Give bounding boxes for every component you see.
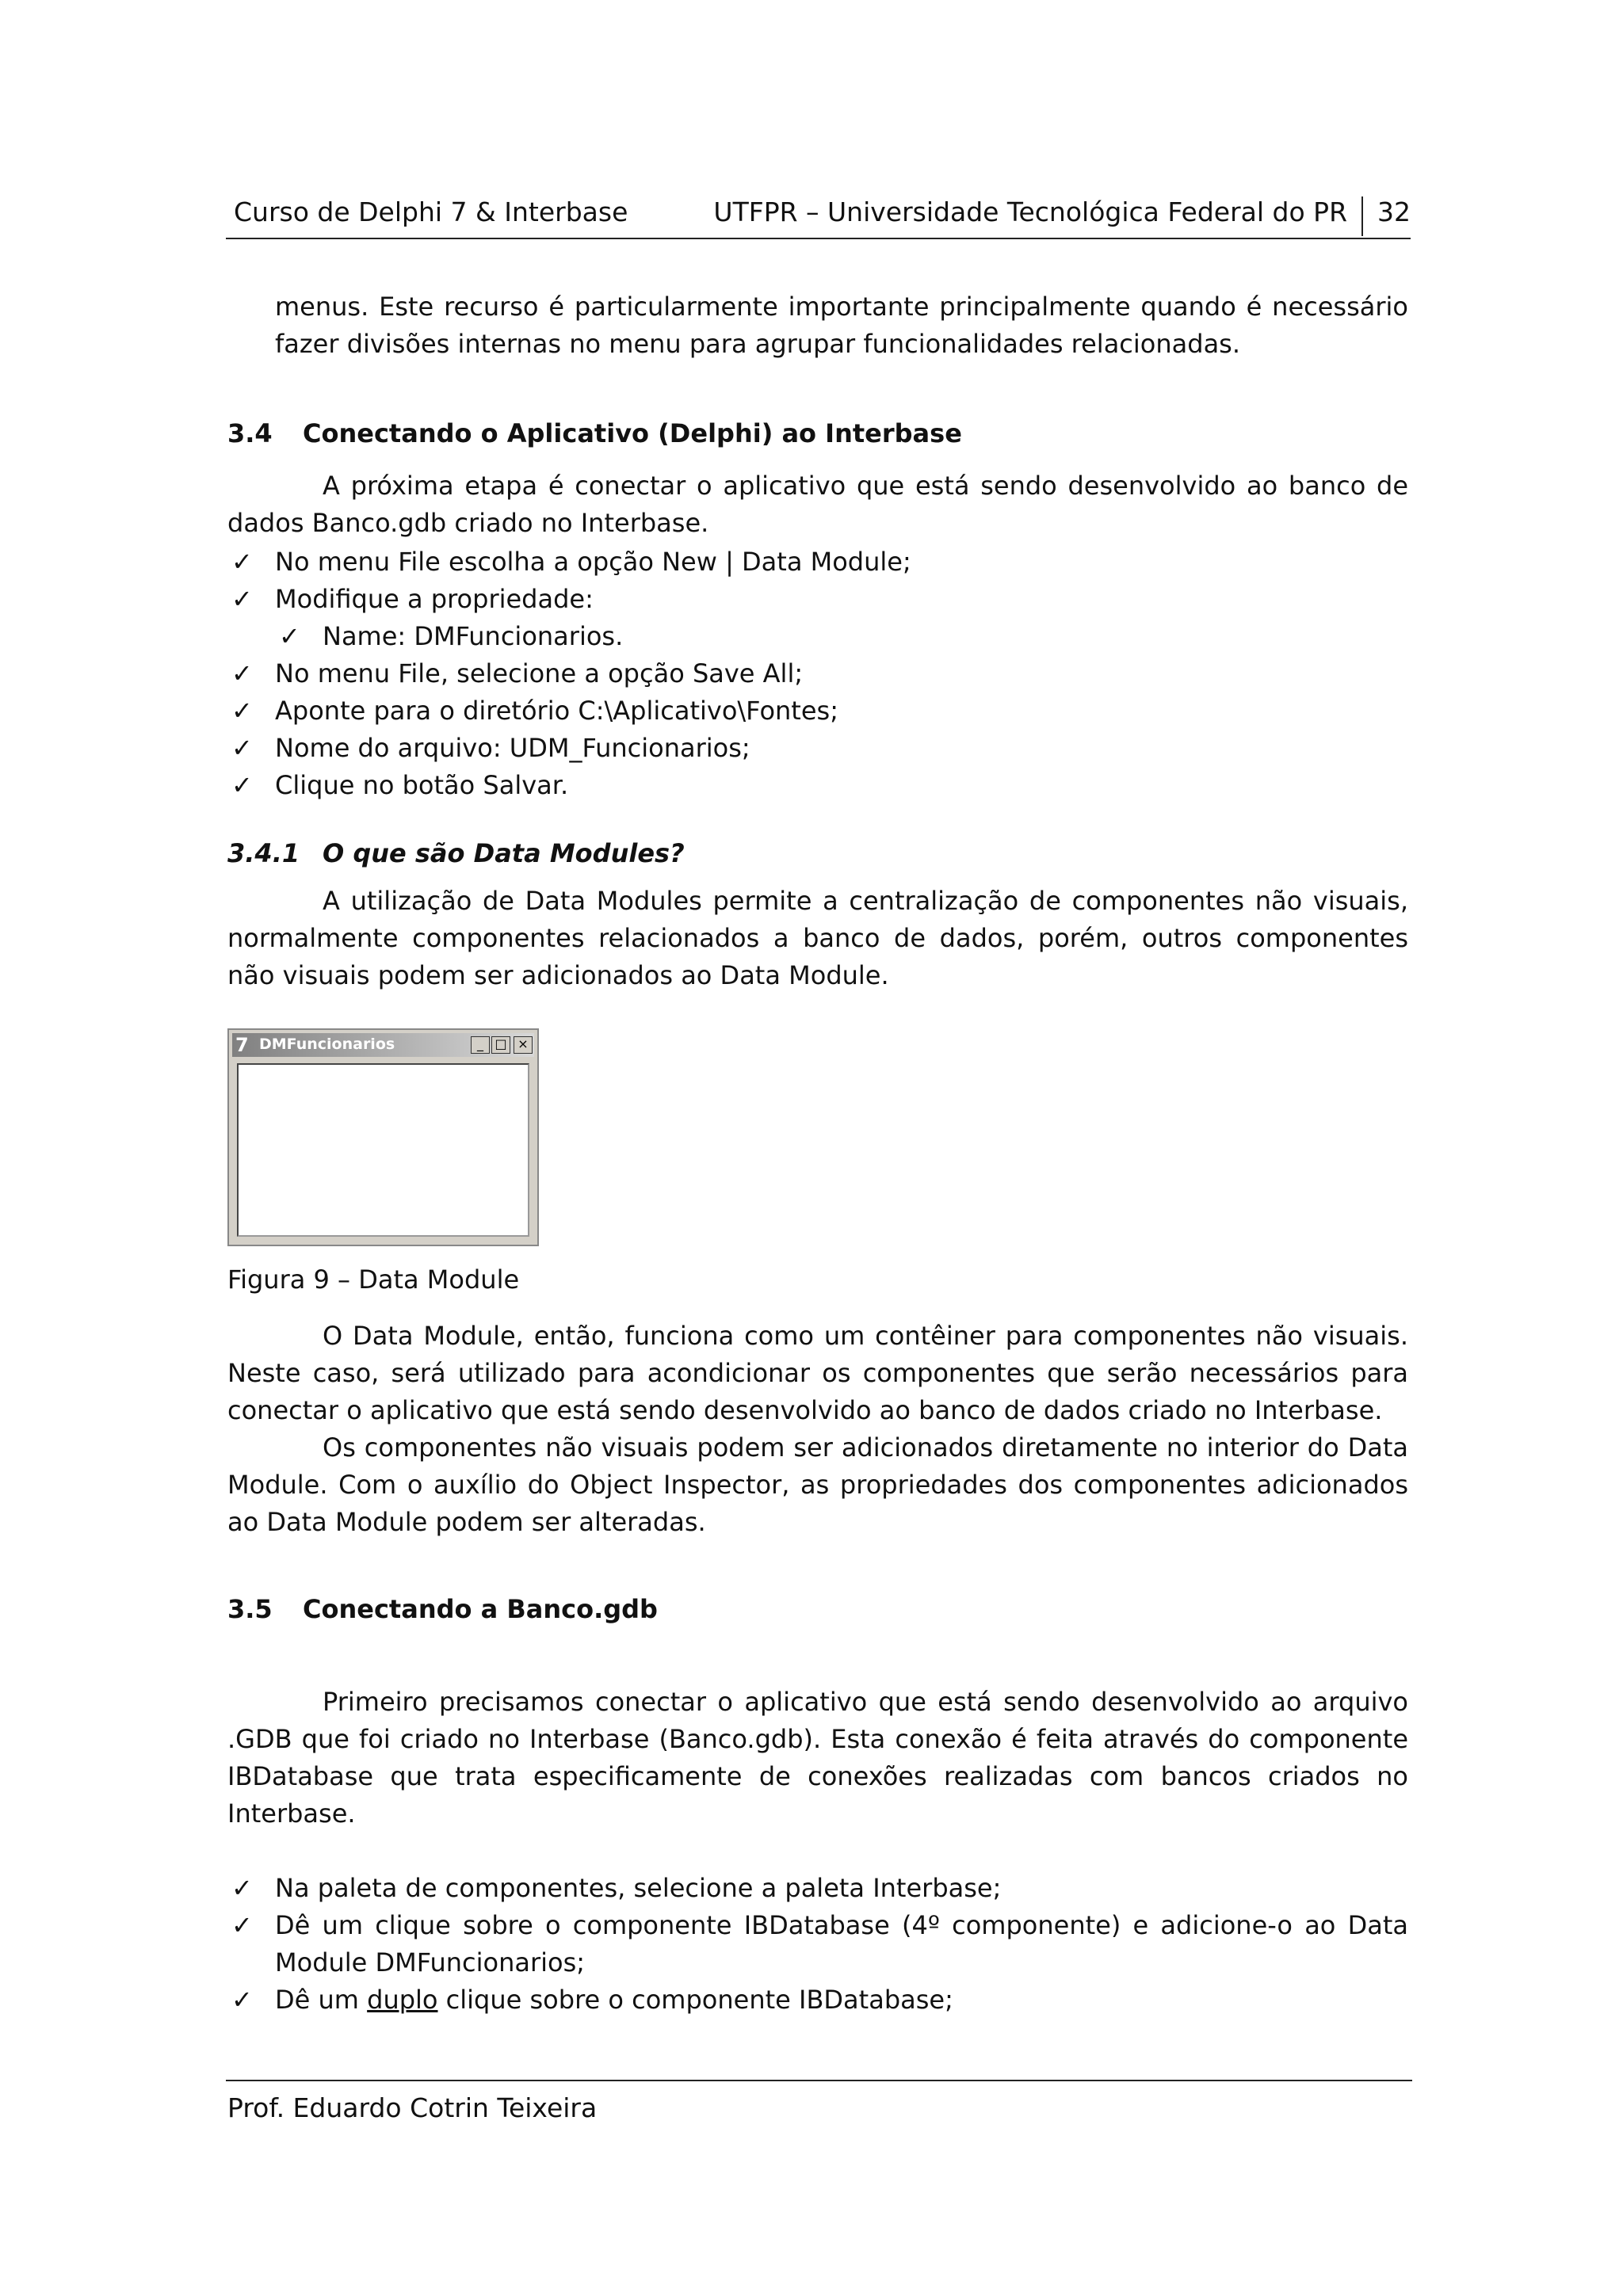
section-3-4-paragraph — [227, 467, 1408, 542]
list-item: ✓ Dê um clique sobre o componente IBDatabase (4º componente) e adicione-o ao Data Module DMFuncionarios; — [227, 1907, 1408, 1981]
minimize-icon: _ — [471, 1036, 490, 1054]
paragraph-text: Os componentes não visuais podem ser adicionados diretamente no interior do Data Module. Com o auxílio do Object Inspector, as propriedades dos componentes adicionados ao Data Module podem ser alteradas. — [227, 1432, 1408, 1537]
section-3-5-paragraph — [227, 1684, 1408, 1833]
section-title: Conectando a Banco.gdb — [303, 1594, 658, 1624]
section-3-4-steps — [227, 543, 1408, 804]
data-module-window-figure — [227, 1028, 539, 1246]
check-icon: ✓ — [231, 658, 253, 688]
page-footer — [226, 2080, 1412, 2123]
page-number: 32 — [1377, 196, 1411, 227]
after-figure-paragraph-2 — [227, 1429, 1408, 1541]
window-client-area — [237, 1063, 529, 1237]
list-item: ✓ Clique no botão Salvar. — [227, 767, 1408, 804]
section-3-4-1-heading — [227, 838, 685, 868]
section-number: 3.4 — [227, 418, 273, 448]
check-icon: ✓ — [231, 1910, 253, 1940]
maximize-icon: □ — [491, 1036, 510, 1054]
close-icon: × — [514, 1036, 533, 1054]
page-header — [226, 196, 1411, 239]
check-icon: ✓ — [279, 621, 300, 651]
delphi-logo-icon: 7 — [235, 1034, 249, 1056]
section-3-4-heading — [227, 418, 962, 448]
section-number: 3.4.1 — [227, 838, 300, 868]
list-item: ✓ Aponte para o diretório C:\Aplicativo\Fontes; — [227, 692, 1408, 730]
paragraph-text: A próxima etapa é conectar o aplicativo que está sendo desenvolvido ao banco de dados Banco.gdb criado no Interbase. — [227, 471, 1408, 538]
check-icon: ✓ — [231, 547, 253, 577]
list-item: ✓ No menu File, selecione a opção Save All; — [227, 655, 1408, 692]
section-title: O que são Data Modules? — [323, 838, 685, 868]
paragraph-text: O Data Module, então, funciona como um contêiner para componentes não visuais. Neste caso, será utilizado para acondicionar os componentes que serão necessários para conectar o aplicativo que está sendo desenvolvido ao banco de dados criado no Interbase. — [227, 1321, 1408, 1425]
list-item: ✓ Nome do arquivo: UDM_Funcionarios; — [227, 730, 1408, 767]
check-icon: ✓ — [231, 1985, 253, 2015]
section-3-5-steps — [227, 1870, 1408, 2019]
paragraph-text: Primeiro precisamos conectar o aplicativo que está sendo desenvolvido ao arquivo .GDB que foi criado no Interbase (Banco.gdb). Esta conexão é feita através do componente IBDatabase que trata especificamente de conexões realizadas com bancos criados no Interbase. — [227, 1687, 1408, 1829]
check-icon: ✓ — [231, 696, 253, 726]
footer-author: Prof. Eduardo Cotrin Teixeira — [227, 2092, 598, 2123]
check-icon: ✓ — [231, 770, 253, 800]
list-item: ✓ Na paleta de componentes, selecione a paleta Interbase; — [227, 1870, 1408, 1907]
header-separator — [1361, 196, 1363, 236]
list-item: ✓ Modifique a propriedade: — [227, 581, 1408, 618]
header-course-title: Curso de Delphi 7 & Interbase — [234, 196, 628, 227]
window-titlebar — [232, 1033, 534, 1057]
check-icon: ✓ — [231, 584, 253, 614]
section-title: Conectando o Aplicativo (Delphi) ao Interbase — [303, 418, 962, 448]
list-item: ✓ No menu File escolha a opção New | Data Module; — [227, 543, 1408, 581]
after-figure-paragraph-1 — [227, 1318, 1408, 1429]
intro-text: menus. Este recurso é particularmente importante principalmente quando é necessário fazer divisões internas no menu para agrupar funcionalidades relacionadas. — [275, 292, 1408, 359]
intro-paragraph — [275, 288, 1408, 363]
section-3-4-1-paragraph — [227, 883, 1408, 994]
check-icon: ✓ — [231, 733, 253, 763]
check-icon: ✓ — [231, 1873, 253, 1903]
header-institution: UTFPR – Universidade Tecnológica Federal do PR — [713, 196, 1347, 227]
window-title: DMFuncionarios — [259, 1035, 395, 1053]
section-3-5-heading — [227, 1594, 658, 1624]
section-number: 3.5 — [227, 1594, 273, 1624]
figure-caption: Figura 9 – Data Module — [227, 1264, 520, 1295]
list-item: ✓ Name: DMFuncionarios. — [227, 618, 1408, 655]
paragraph-text: A utilização de Data Modules permite a centralização de componentes não visuais, normalmente componentes relacionados a banco de dados, porém, outros componentes não visuais podem ser adicionados ao Data Module. — [227, 886, 1408, 990]
list-item: ✓ Dê um duplo clique sobre o componente IBDatabase; — [227, 1981, 1408, 2019]
